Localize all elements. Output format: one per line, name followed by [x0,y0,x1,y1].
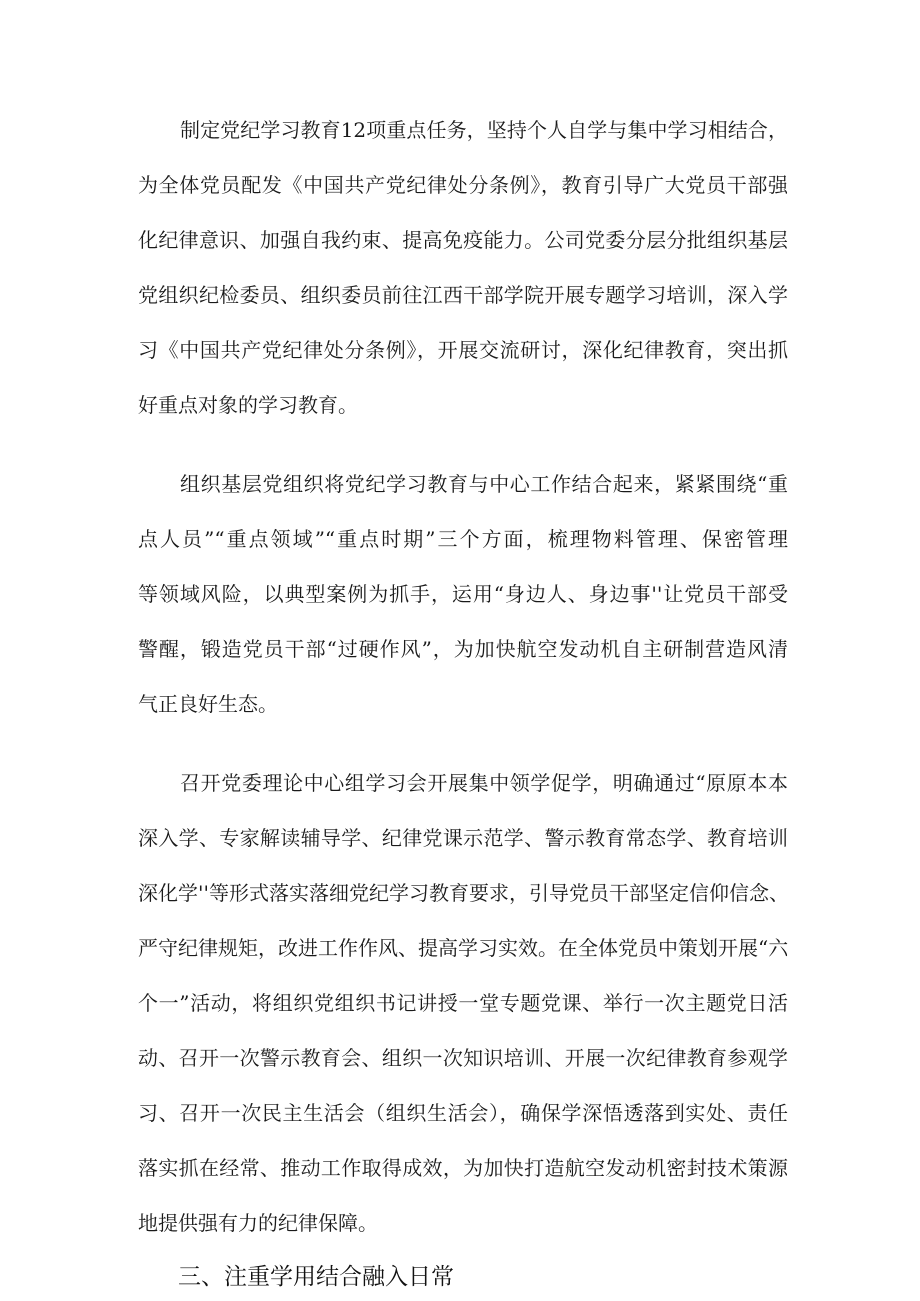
text-line: 点人员”“重点领域”“重点时期”三个方面，梳理物料管理、保密管理 [138,527,788,551]
text-line: 习、召开一次民主生活会（组织生活会），确保学深悟透落到实处、责任 [138,1101,788,1125]
text-line: 气正良好生态。 [138,692,278,716]
text-line: 落实抓在经常、推动工作取得成效，为加快打造航空发动机密封技术策源 [138,1156,788,1180]
text-line: 深入学、专家解读辅导学、纪律党课示范学、警示教育常态学、教育培训 [138,826,788,850]
text-line: 严守纪律规矩，改进工作作风、提高学习实效。在全体党员中策划开展“六 [138,936,789,960]
text-line: 深化学''等形式落实落细党纪学习教育要求，引导党员干部坚定信仰信念、 [138,881,789,905]
text-line: 地提供强有力的纪律保障。 [138,1211,378,1235]
text-line: 召开党委理论中心组学习会开展集中领学促学，明确通过“原原本本 [180,771,788,795]
text-line: 组织基层党组织将党纪学习教育与中心工作结合起来，紧紧围绕“重 [180,472,788,496]
text-line: 为全体党员配发《中国共产党纪律处分条例》，教育引导广大党员干部强 [138,173,788,197]
section-heading: 三、注重学用结合融入日常 [178,1264,454,1290]
text-line: 好重点对象的学习教育。 [138,393,358,417]
text-line: 党组织纪检委员、组织委员前往江西干部学院开展专题学习培训，深入学 [138,283,788,307]
text-line: 化纪律意识、加强自我约束、提高免疫能力。公司党委分层分批组织基层 [138,228,788,252]
text-line: 习《中国共产党纪律处分条例》，开展交流研讨，深化纪律教育，突出抓 [138,338,788,362]
text-line: 等领域风险，以典型案例为抓手，运用“身边人、身边事''让党员干部受 [138,582,788,606]
text-line: 制定党纪学习教育12项重点任务，坚持个人自学与集中学习相结合， [180,118,788,142]
text-line: 警醒，锻造党员干部“过硬作风”，为加快航空发动机自主研制营造风清 [138,637,788,661]
text-line: 个一”活动，将组织党组织书记讲授一堂专题党课、举行一次主题党日活 [138,991,788,1015]
text-line: 动、召开一次警示教育会、组织一次知识培训、开展一次纪律教育参观学 [138,1046,788,1070]
